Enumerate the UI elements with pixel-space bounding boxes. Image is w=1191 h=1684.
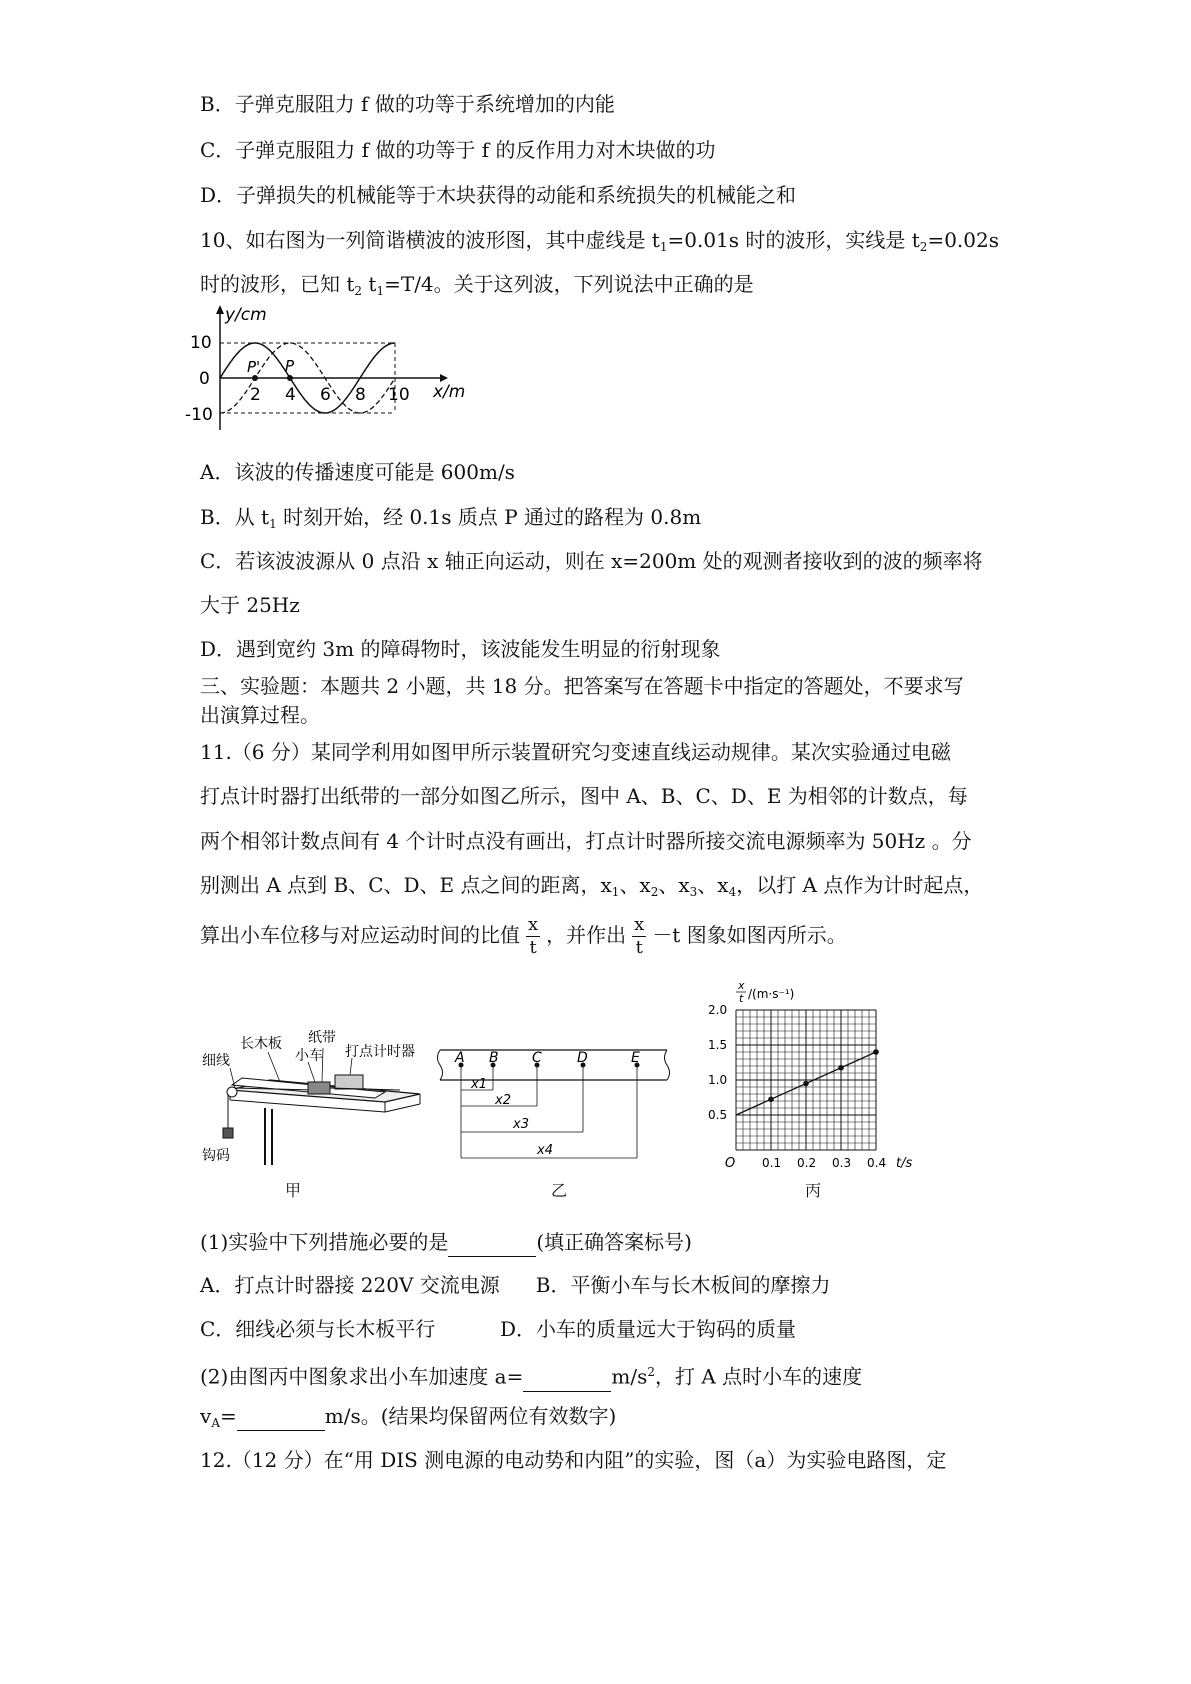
tape-label-b: B [489, 1050, 499, 1066]
q10-option-b: B．从 $t_1$ 时刻开始，经 0.1s 质点 P 通过的路程为 0.8m [200, 505, 702, 531]
section3-line2: 出演算过程。 [200, 703, 320, 727]
tape-label-d: D [577, 1050, 588, 1066]
chart-xtick-label: 0.4 [867, 1156, 887, 1170]
q9-option-d: D．子弹损失的机械能等于木块获得的动能和系统损失的机械能之和 [200, 183, 797, 207]
table-edge-side [385, 1104, 420, 1112]
chart-grid [736, 1010, 876, 1150]
chart-xtick-label: 0.2 [797, 1156, 817, 1170]
wave-ytick-10: 10 [190, 333, 212, 353]
q11-options-cd [200, 1315, 796, 1343]
dist-x4-label: x4 [537, 1143, 553, 1158]
tape-right-tear [665, 1050, 670, 1080]
dist-x1-label: x1 [471, 1077, 487, 1092]
q10-option-c-line1: C．若该波波源从 0 点沿 x 轴正向运动，则在 x=200m 处的观测者接收到的波的频率将 [200, 549, 983, 573]
figure-bing-chart [700, 975, 920, 1175]
q10-option-a: A．该波的传播速度可能是 600m/s [200, 460, 515, 484]
wave-figure [185, 300, 475, 440]
chart-data-point [768, 1096, 774, 1102]
q11-line2: 打点计时器打出纸带的一部分如图乙所示，图中 A、B、C、D、E 为相邻的计数点，每 [200, 784, 968, 808]
wave-xtick-2: 2 [250, 385, 261, 405]
wave-ytick-m10: -10 [185, 405, 213, 425]
q11-sub2: (2)由图丙中图象求出小车加速度 $a= m/s^2$，打 A 点时小车的速度 [200, 1358, 862, 1392]
chart-axis-labels [708, 1003, 886, 1170]
timer [335, 1075, 363, 1089]
q9-option-b: B．子弹克服阻力 f 做的功等于系统增加的内能 [200, 92, 615, 116]
cart [308, 1082, 330, 1094]
chart-ytick-label: 1.5 [708, 1038, 728, 1052]
tape-label-e: E [631, 1050, 640, 1066]
tape-label-c: C [532, 1050, 542, 1066]
q9-option-c: C．子弹克服阻力 f 做的功等于 f 的反作用力对木块做的功 [200, 138, 716, 162]
section3-line1: 三、实验题：本题共 2 小题，共 18 分。把答案写在答题卡中指定的答题处，不要求写 [200, 674, 964, 698]
chart-ylabel-units: /(m·s⁻¹) [748, 987, 795, 1001]
chart-ylabel-num: x [738, 979, 745, 992]
wave-xtick-4: 4 [285, 385, 296, 405]
label-thin-string: 细线 [202, 1053, 230, 1069]
q11-options-ab [200, 1271, 830, 1299]
wave-x-arrow [440, 374, 448, 382]
q11-option-c: C．细线必须与长木板平行 [200, 1317, 436, 1341]
tape-label-a: A [455, 1050, 465, 1066]
caption-yi: 乙 [551, 1181, 568, 1200]
q11-option-d: D．小车的质量远大于钩码的质量 [500, 1317, 797, 1341]
label-cart: 小车 [295, 1048, 323, 1064]
label-long-board: 长木板 [240, 1036, 282, 1052]
answer-blank-1[interactable] [448, 1228, 536, 1257]
q11-line1: 11.（6 分）某同学利用如图甲所示装置研究匀变速直线运动规律。某次实验通过电磁 [200, 740, 951, 764]
fraction-x-over-t: $\frac{x}{t}$ [528, 914, 539, 958]
chart-data-point [803, 1081, 809, 1087]
wave-label-p: P [285, 357, 295, 375]
wave-y-label: y/cm [225, 305, 267, 325]
q11-option-b: B．平衡小车与长木板间的摩擦力 [535, 1273, 831, 1297]
label-hook-weight: 钩码 [202, 1148, 230, 1164]
hook-weight [223, 1128, 233, 1138]
dist-x2-label: x2 [495, 1093, 511, 1108]
chart-xlabel: t/s [896, 1156, 913, 1171]
fraction-x-over-t-2: $\frac{x}{t}$ [634, 914, 645, 958]
q10-stem-line2: 时的波形，已知 $t_2$ $t_1=T/4$。关于这列波，下列说法中正确的是 [200, 272, 754, 298]
chart-ylabel-den: t [739, 992, 744, 1005]
q11-option-a: A．打点计时器接 220V 交流电源 [200, 1273, 500, 1297]
q11-sub2-va: $v_A= m/s$。(结果均保留两位有效数字) [200, 1404, 617, 1430]
chart-origin: O [725, 1156, 736, 1171]
q11-line3: 两个相邻计数点间有 4 个计时点没有画出，打点计时器所接交流电源频率为 50Hz 。分 [200, 829, 972, 853]
caption-bing: 丙 [805, 1181, 822, 1200]
wave-xtick-10: 10 [388, 385, 410, 405]
tape-left-tear [438, 1050, 443, 1080]
chart-ytick-label: 2.0 [708, 1003, 728, 1017]
q10-option-c-line2: 大于 25Hz [200, 593, 300, 617]
chart-ytick-label: 0.5 [708, 1108, 728, 1122]
dist-x3-label: x3 [513, 1117, 529, 1132]
q10-option-d: D．遇到宽约 3m 的障碍物时，该波能发生明显的衍射现象 [200, 637, 721, 661]
wave-x-label: x/m [433, 382, 466, 402]
q10-stem-line1: 10、如右图为一列简谐横波的波形图，其中虚线是 $t_1=0.01s$ 时的波形，实线是 $t_2=0.02s$ [200, 228, 999, 254]
label-timer: 打点计时器 [345, 1044, 415, 1060]
wave-ytick-0: 0 [199, 369, 210, 389]
q12-line1: 12.（12 分）在“用 DIS 测电源的电动势和内阻”的实验，图（a）为实验电路图，定 [200, 1448, 947, 1472]
answer-blank-2[interactable] [523, 1363, 611, 1392]
label-paper-tape: 纸带 [308, 1030, 336, 1046]
chart-xtick-label: 0.1 [762, 1156, 782, 1170]
figure-jia-apparatus [190, 1020, 430, 1170]
caption-jia: 甲 [285, 1181, 302, 1200]
chart-data-point [838, 1065, 844, 1071]
wave-y-arrow [216, 305, 224, 314]
table-edge-bottom [230, 1100, 385, 1112]
chart-ytick-label: 1.0 [708, 1073, 728, 1087]
q11-line4: 别测出 A 点到 B、C、D、E 点之间的距离，$x_1$、$x_2$、$x_3$、$x_4$，以打 A 点作为计时起点， [200, 873, 984, 899]
wave-xtick-6: 6 [320, 385, 331, 405]
q11-sub1: (1)实验中下列措施必要的是 (填正确答案标号) [200, 1228, 692, 1257]
answer-blank-3[interactable] [237, 1402, 325, 1431]
wave-label-p-prime: P' [247, 358, 261, 376]
chart-data-point [873, 1049, 879, 1055]
figure-yi-tape [435, 1040, 680, 1170]
q11-line5: 算出小车位移与对应运动时间的比值 $\frac{x}{t}$ ，并作出 $\frac{x}{t}$ －t 图象如图丙所示。 [200, 914, 847, 958]
wave-point-p [287, 375, 293, 381]
wave-xtick-8: 8 [355, 385, 366, 405]
chart-xtick-label: 0.3 [832, 1156, 852, 1170]
